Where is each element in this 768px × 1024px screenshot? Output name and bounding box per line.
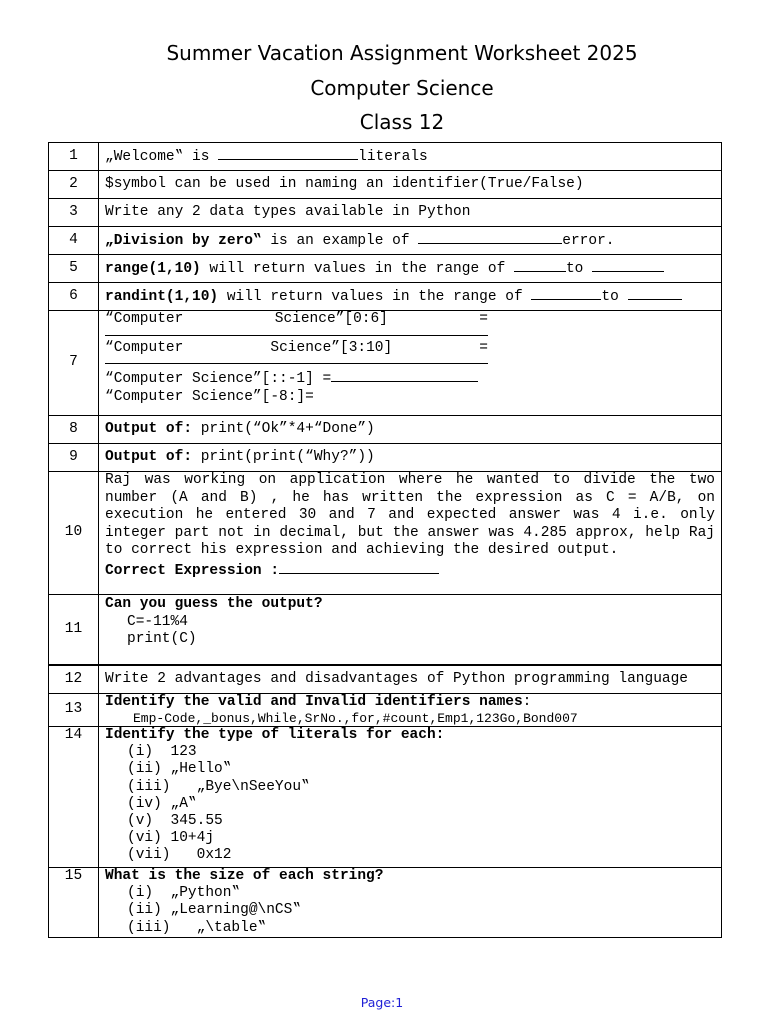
slice-equals: = — [479, 311, 488, 327]
answer-blank — [331, 368, 478, 382]
question-heading — [105, 694, 715, 712]
question-number: 6 — [49, 283, 99, 311]
question-keyword: Correct Expression : — [105, 562, 280, 579]
question-number: 13 — [49, 694, 99, 727]
answer-line — [105, 560, 715, 581]
table-row — [49, 255, 722, 283]
list-item: (i) 123 — [127, 744, 197, 761]
questions-table — [48, 142, 722, 938]
question-keyword: Identify the valid and Invalid identifiers names — [105, 694, 523, 710]
slice-expression: “Computer — [105, 311, 184, 327]
question-number: 14 — [49, 727, 99, 868]
worksheet-title: Summer Vacation Assignment Worksheet 2025 — [166, 41, 638, 65]
subject-title: Computer Science — [310, 76, 494, 100]
question-keyword: randint(1,10) — [105, 289, 219, 306]
answer-blank — [531, 286, 601, 300]
question-number: 9 — [49, 444, 99, 472]
question-number: 12 — [49, 665, 99, 694]
question-number: 8 — [49, 416, 99, 444]
table-row — [49, 416, 722, 444]
question-number: 10 — [49, 472, 99, 595]
question-number: 11 — [49, 595, 99, 665]
table-row — [49, 444, 722, 472]
table-row — [49, 868, 722, 938]
code-line: C=-11%4 — [127, 613, 188, 630]
table-row — [49, 227, 722, 255]
question-suffix: literals — [358, 149, 428, 166]
question-text: Write 2 advantages and disadvantages of Python programming language — [99, 665, 722, 694]
table-row — [49, 665, 722, 694]
table-row — [49, 694, 722, 727]
list-item: (iii) „\table‟ — [127, 919, 267, 936]
list-item: (iii) „Bye\nSeeYou‟ — [127, 778, 310, 795]
slice-equals: = — [479, 339, 488, 356]
question-mid: to — [565, 261, 593, 278]
list-item: (i) „Python‟ — [127, 885, 241, 902]
list-item: (ii) „Learning@\nCS‟ — [127, 902, 302, 919]
question-text — [99, 595, 722, 665]
question-text — [99, 227, 722, 255]
question-paragraph: Raj was working on application where he wanted to divide the two number (A and B) , he has written the expression as C = A/B, on execution he entered 30 and 7 and expected answer was 4 i.e. only integer part not in decimal, but the answer was 4.285 approx, help Raj to correct his expression and achieving the desired output. — [105, 472, 715, 558]
answer-blank — [514, 258, 566, 272]
question-number: 15 — [49, 868, 99, 938]
question-number: 5 — [49, 255, 99, 283]
question-mid: to — [601, 289, 628, 306]
slice-expression: Science”[0:6] — [274, 311, 388, 327]
answer-blank — [418, 230, 562, 244]
list-item: (vi) 10+4j — [127, 830, 215, 847]
slice-line-2 — [105, 340, 488, 358]
question-keyword: Can you guess the output? — [105, 596, 323, 612]
question-text: Write any 2 data types available in Python — [99, 199, 722, 227]
question-keyword: „Division by zero‟ — [105, 233, 262, 250]
table-row — [49, 311, 722, 416]
answer-blank — [279, 560, 439, 574]
question-text — [99, 694, 722, 727]
slice-expression: “Computer Science”[::-1] = — [105, 371, 332, 387]
list-item: (ii) „Hello‟ — [127, 761, 232, 778]
question-text — [99, 444, 722, 472]
question-text: $symbol can be used in naming an identifier(True/False) — [99, 171, 722, 199]
answer-blank — [105, 357, 488, 364]
slice-line-3 — [105, 368, 715, 389]
question-text — [99, 868, 722, 938]
slice-line-4: “Computer Science”[-8:]= — [105, 388, 314, 405]
list-item: (vii) 0x12 — [127, 847, 232, 864]
question-number: 2 — [49, 171, 99, 199]
answer-blank — [105, 329, 488, 336]
question-text — [99, 416, 722, 444]
question-code: print(print(“Why?”)) — [192, 448, 375, 465]
question-code: print(“Ok”*4+“Done”) — [192, 420, 375, 437]
page-number: Page:1 — [360, 995, 404, 1010]
slice-expression: Science”[3:10] — [270, 339, 393, 356]
question-keyword: What is the size of each string? — [105, 868, 384, 884]
table-row — [49, 199, 722, 227]
table-row — [49, 595, 722, 665]
question-text — [99, 311, 722, 416]
answer-blank — [218, 146, 358, 160]
question-prefix: will return values in the range of — [218, 289, 532, 306]
question-text — [99, 727, 722, 868]
question-keyword: Output of: — [105, 448, 193, 465]
question-number: 3 — [49, 199, 99, 227]
identifier-list: Emp-Code,_bonus,While,SrNo.,for,#count,Emp1,123Go,Bond007 — [133, 710, 578, 726]
question-suffix: error. — [562, 233, 615, 250]
table-row — [49, 727, 722, 868]
question-text — [99, 255, 722, 283]
table-row — [49, 171, 722, 199]
table-row — [49, 143, 722, 171]
question-text — [99, 472, 722, 595]
answer-blank — [592, 258, 664, 272]
table-row — [49, 472, 722, 595]
question-number: 1 — [49, 143, 99, 171]
question-colon: : — [522, 694, 532, 710]
question-prefix: „Welcome‟ is — [105, 149, 219, 166]
question-number: 4 — [49, 227, 99, 255]
question-keyword: range(1,10) — [105, 261, 201, 278]
class-title: Class 12 — [359, 110, 445, 134]
answer-blank — [628, 286, 682, 300]
list-item: (iv) „A‟ — [127, 795, 197, 812]
slice-line-1 — [105, 311, 488, 329]
question-prefix: is an example of — [261, 233, 419, 250]
question-keyword: Output of: — [105, 420, 193, 437]
question-text — [99, 283, 722, 311]
question-number: 7 — [49, 311, 99, 416]
list-item: (v) 345.55 — [127, 813, 223, 830]
table-row — [49, 283, 722, 311]
question-text — [99, 143, 722, 171]
question-prefix: will return values in the range of — [200, 261, 514, 278]
code-line: print(C) — [127, 631, 197, 647]
slice-expression: “Computer — [105, 339, 184, 356]
question-keyword: Identify the type of literals for each: — [105, 727, 445, 743]
